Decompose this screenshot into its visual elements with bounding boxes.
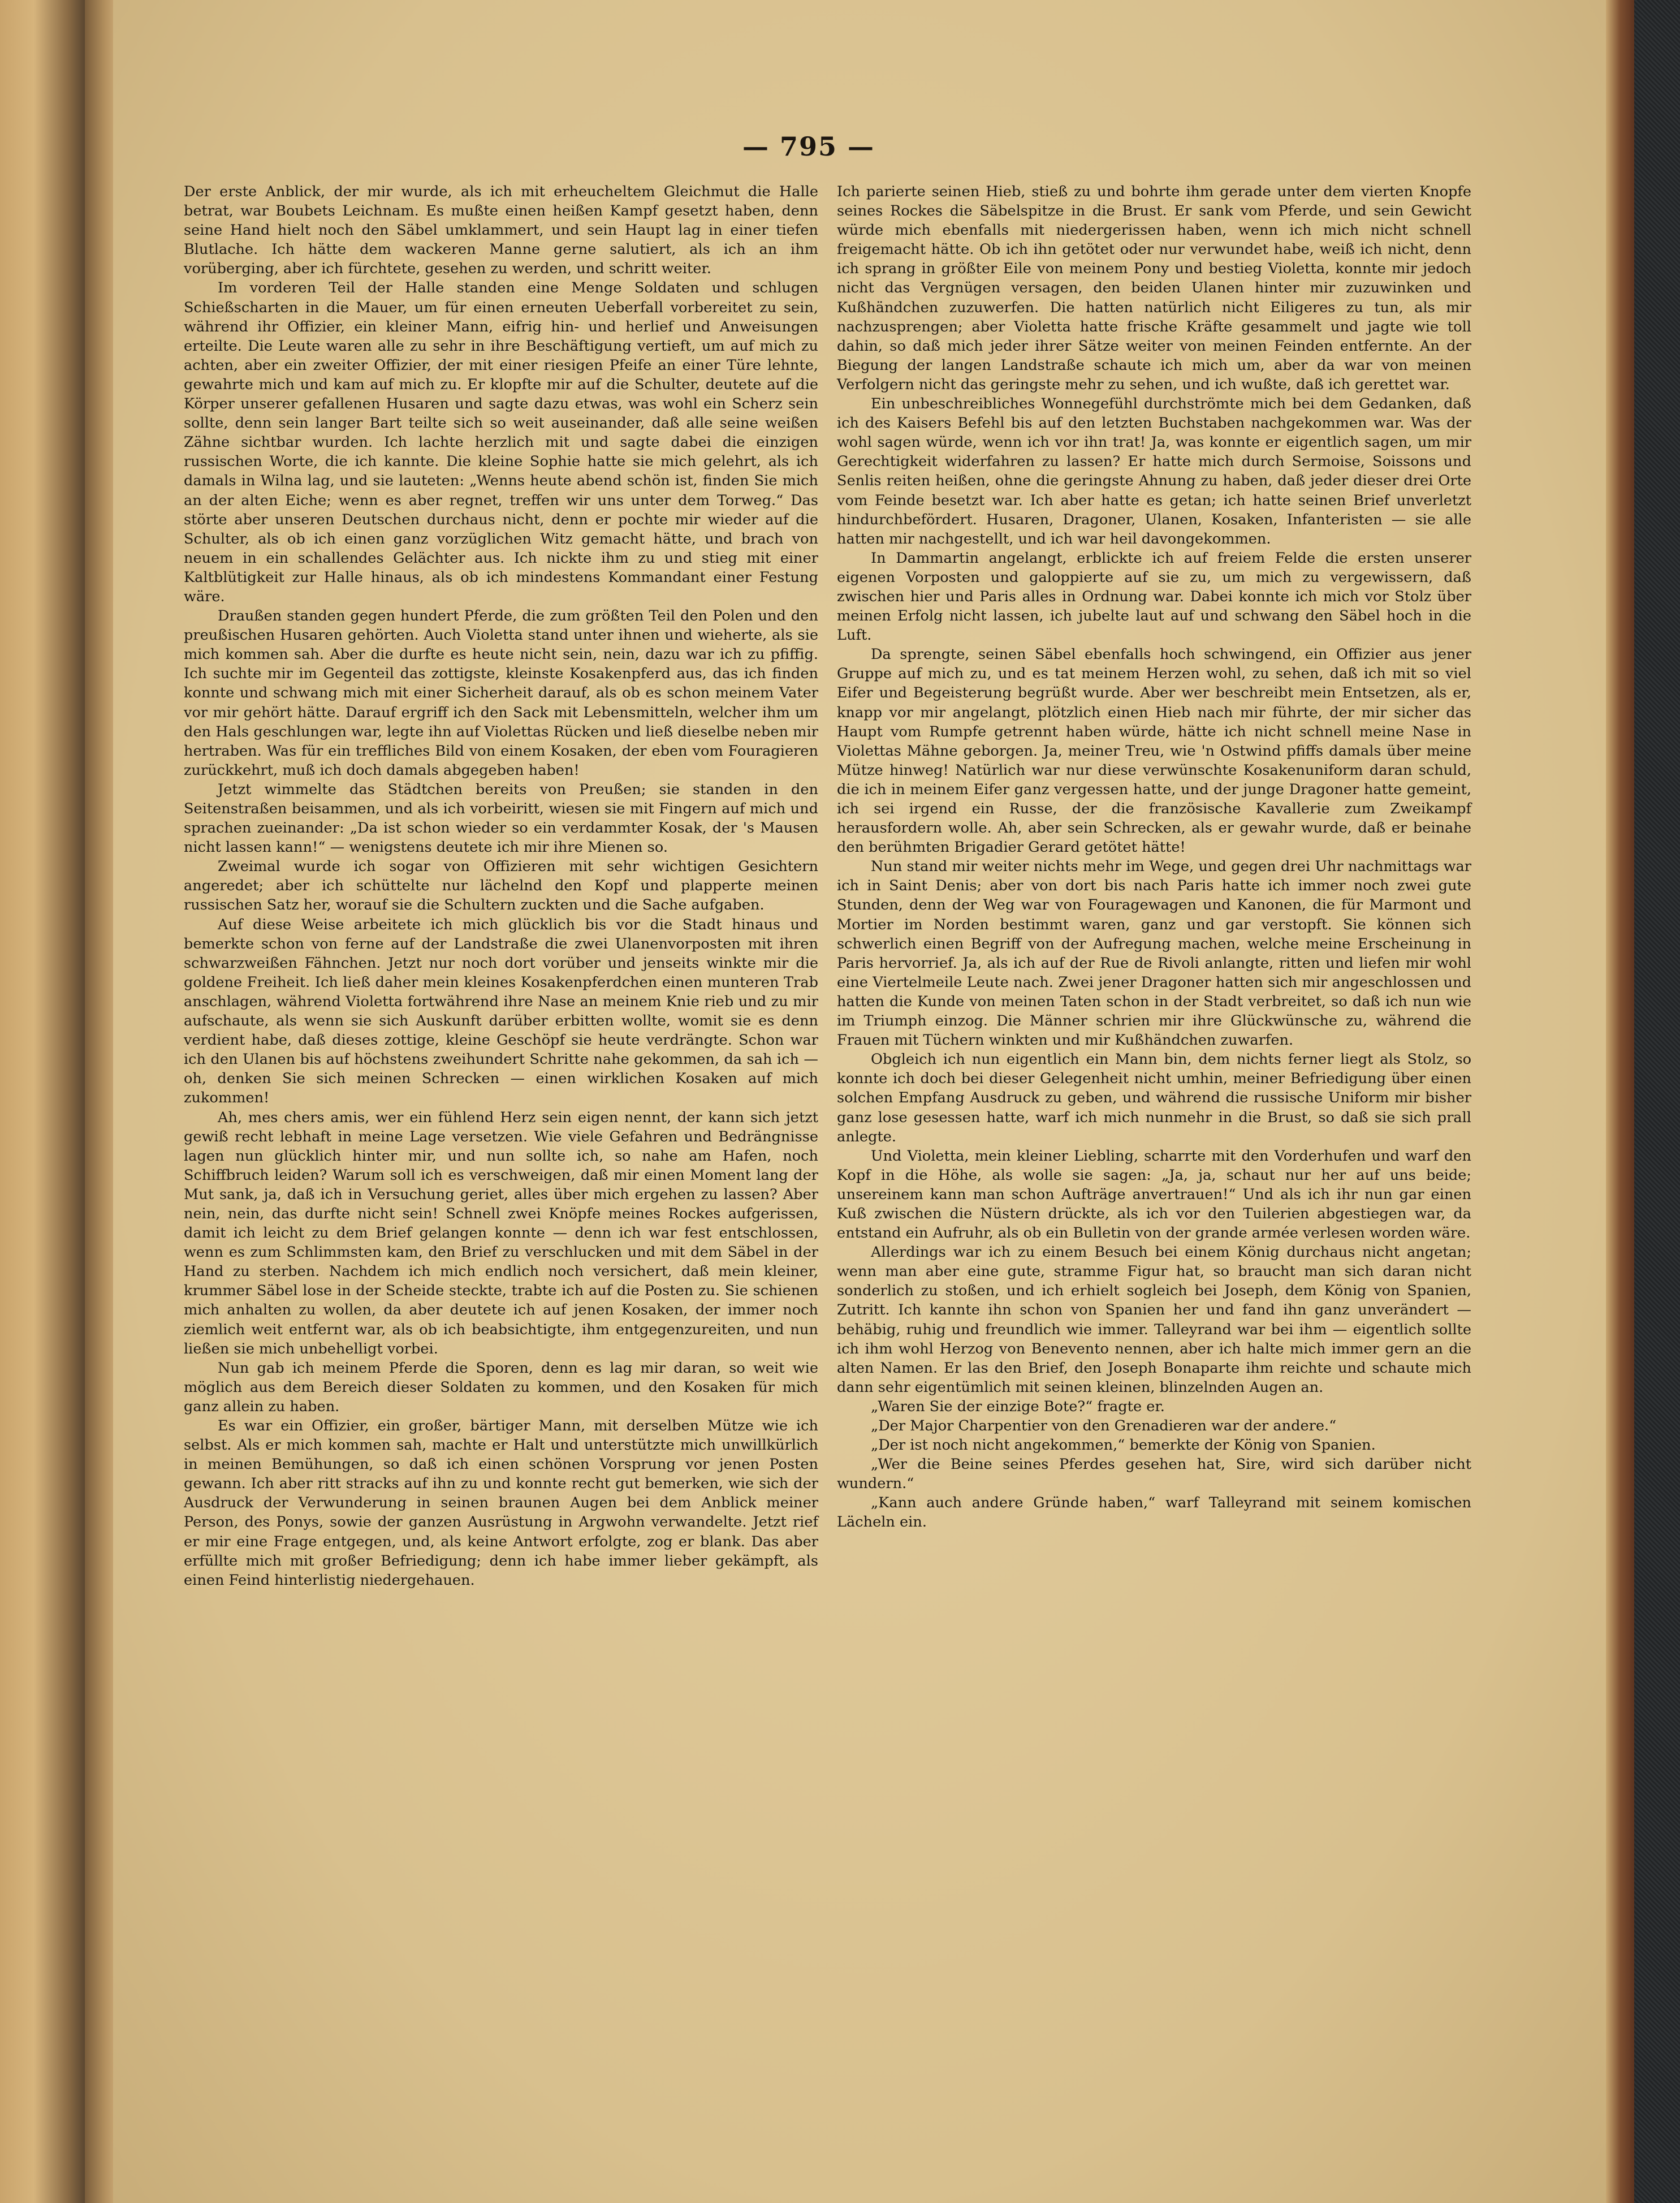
paragraph: Es war ein Offizier, ein großer, bärtiger Mann, mit derselben Mütze wie ich selbst. Als er mich kommen sah, machte er Halt und unterstützte mich unwillkürlich in meinen Bemühungen, so daß ich einen schönen Vorsprung vor jenen Posten gewann. Ich aber ritt stracks auf ihn zu und konnte recht gut bemerken, wie sich der Ausdruck der Verwunderung in seinen braunen Augen bei dem Anblick meiner Person, des Ponys, sowie der ganzen Ausrüstung in Argwohn verwandelte. Jetzt rief er mir eine Frage entgegen, und, als keine Antwort erfolgte, zog er blank. Das aber erfüllte mich mit großer Befriedigung; denn ich habe immer lieber gekämpft, als einen Feind hinterlistig niedergehauen. [184, 1417, 818, 1589]
text-column-right [837, 182, 1471, 1532]
dialogue-line: „Wer die Beine seines Pferdes gesehen hat, Sire, wird sich darüber nicht wundern.“ [837, 1456, 1471, 1493]
paragraph: Nun gab ich meinem Pferde die Sporen, denn es lag mir daran, so weit wie möglich aus dem Bereich dieser Soldaten zu kommen, und den Kosaken für mich ganz allein zu haben. [184, 1359, 818, 1415]
paragraph: Ein unbeschreibliches Wonnegefühl durchströmte mich bei dem Gedanken, daß ich des Kaisers Befehl bis auf den letzten Buchstaben nachgekommen war. Was der wohl sagen würde, wenn ich vor ihn trat! Ja, was konnte er eigentlich sagen, um mir Gerechtigkeit widerfahren zu lassen? Er hatte mich durch Sermoise, Soissons und Senlis reiten heißen, ohne die geringste Ahnung zu haben, daß jeder dieser drei Orte vom Feinde besetzt war. Ich aber hatte es getan; ich hatte seinen Brief unverletzt hindurchbefördert. Husaren, Dragoner, Ulanen, Kosaken, Infanteristen — sie alle hatten mir nachgestellt, und ich war heil davongekommen. [837, 395, 1471, 547]
paragraph: Ich parierte seinen Hieb, stieß zu und bohrte ihm gerade unter dem vierten Knopfe seines Rockes die Säbelspitze in die Brust. Er sank vom Pferde, und sein Gewicht würde mich ebenfalls mit niedergerissen haben, wenn ich mich nicht schnell freigemacht hätte. Ob ich ihn getötet oder nur verwundet habe, weiß ich nicht, denn ich sprang in größter Eile von meinem Pony und bestieg Violetta, konnte mir jedoch nicht das Vergnügen versagen, den beiden Ulanen hinter mir zuzuwinken und Kußhändchen zuzuwerfen. Die hatten natürlich nicht Eiligeres zu tun, als mir nachzusprengen; aber Violetta hatte frische Kräfte gesammelt und jagte wie toll dahin, so daß mich jeder ihrer Sätze weiter von meinen Feinden entfernte. An der Biegung der langen Landstraße schaute ich mich um, aber da war von meinen Verfolgern nicht das geringste mehr zu sehen, und ich wußte, daß ich gerettet war. [837, 183, 1471, 393]
paragraph: Ah, mes chers amis, wer ein fühlend Herz sein eigen nennt, der kann sich jetzt gewiß recht lebhaft in meine Lage versetzen. Wie viele Gefahren und Bedrängnisse lagen nun glücklich hinter mir, und nun sollte ich, so nahe am Hafen, noch Schiffbruch leiden? Warum soll ich es verschweigen, daß mir einen Moment lang der Mut sank, ja, daß ich in Versuchung geriet, alles über mich ergehen zu lassen? Aber nein, nein, das durfte nicht sein! Schnell zwei Knöpfe meines Rockes aufgerissen, damit ich leicht zu dem Brief gelangen konnte — denn ich war fest entschlossen, wenn es zum Schlimmsten kam, den Brief zu verschlucken und mit dem Säbel in der Hand zu sterben. Nachdem ich mich endlich noch versichert, daß mein kleiner, krummer Säbel lose in der Scheide steckte, trabte ich auf die Posten zu. Sie schienen mich anhalten zu wollen, da aber deutete ich auf jenen Kosaken, der immer noch ziemlich weit entfernt war, als ob ich beabsichtigte, ihm entgegenzureiten, und nun ließen sie mich unbehelligt vorbei. [184, 1109, 818, 1357]
dialogue-line: „Der ist noch nicht angekommen,“ bemerkte der König von Spanien. [871, 1437, 1376, 1454]
paragraph: Auf diese Weise arbeitete ich mich glücklich bis vor die Stadt hinaus und bemerkte schon von ferne auf der Landstraße die zwei Ulanenvorposten mit ihren schwarzweißen Fähnchen. Jetzt nur noch dort vorüber und jenseits winkte mir die goldene Freiheit. Ich ließ daher mein kleines Kosakenpferdchen einen munteren Trab anschlagen, während Violetta fortwährend ihre Nase an meinem Knie rieb und zu mir aufschaute, als wenn sie sich Auskunft darüber erbitten wollte, womit sie es denn verdient habe, daß dieses zottige, kleine Geschöpf sie heute verdrängte. Schon war ich den Ulanen bis auf höchstens zweihundert Schritte nahe gekommen, da sah ich — oh, denken Sie sich meinen Schrecken — einen wirklichen Kosaken auf mich zukommen! [184, 916, 818, 1107]
paragraph: Nun stand mir weiter nichts mehr im Wege, und gegen drei Uhr nachmittags war ich in Saint Denis; aber von dort bis nach Paris hatte ich immer noch zwei gute Stunden, denn der Weg war von Fouragewagen und Kanonen, die für Marmont und Mortier im Norden bestimmt waren, ganz und gar verstopft. Sie können sich schwerlich einen Begriff von der Aufregung machen, welche meine Erscheinung in Paris hervorrief. Ja, als ich auf der Rue de Rivoli anlangte, ritten und liefen mir wohl eine Viertelmeile Leute nach. Zwei jener Dragoner hatten sich mir angeschlossen und hatten die Kunde von meinen Taten schon in der Stadt verbreitet, so daß ich nun wie im Triumph einzog. Die Männer schrien mir ihre Glückwünsche zu, während die Frauen mit Tüchern winkten und mir Kußhändchen zuwarfen. [837, 858, 1471, 1049]
previous-page-edge [0, 0, 85, 2203]
text-column-left [184, 182, 818, 1590]
paragraph: Der erste Anblick, der mir wurde, als ich mit erheucheltem Gleichmut die Halle betrat, war Boubets Leichnam. Es mußte einen heißen Kampf gesetzt haben, denn seine Hand hielt noch den Säbel umklammert, und sein Haupt lag in einer tiefen Blutlache. Ich hätte dem wackeren Manne gerne salutiert, als ich an ihm vorüberging, aber ich fürchtete, gesehen zu werden, und schritt weiter. [184, 183, 818, 278]
paragraph: Jetzt wimmelte das Städtchen bereits von Preußen; sie standen in den Seitenstraßen beisammen, und als ich vorbeiritt, wiesen sie mit Fingern auf mich und sprachen zueinander: „Da ist schon wieder so ein verdammter Kosak, der 's Mausen nicht lassen kann!“ — wenigstens deutete ich mir ihre Mienen so. [184, 781, 818, 856]
page-number: — 795 — [742, 131, 875, 162]
paragraph: Obgleich ich nun eigentlich ein Mann bin, dem nichts ferner liegt als Stolz, so konnte ich doch bei dieser Gelegenheit nicht umhin, meiner Befriedigung über einen solchen Empfang Ausdruck zu geben, und während die russische Uniform mir bisher ganz lose gesessen hatte, warf ich mich nunmehr in die Brust, so daß sie sich prall anlegte. [837, 1051, 1471, 1145]
dialogue-line: „Waren Sie der einzige Bote?“ fragte er. [871, 1398, 1165, 1415]
book-cover [1634, 0, 1680, 2203]
dialogue-line: „Kann auch andere Gründe haben,“ warf Talleyrand mit seinem komischen Lächeln ein. [837, 1494, 1471, 1531]
paragraph: In Dammartin angelangt, erblickte ich auf freiem Felde die ersten unserer eigenen Vorposten und galoppierte auf sie zu, um mich zu vergewissern, daß zwischen hier und Paris alles in Ordnung war. Dabei konnte ich mich vor Stolz über meinen Erfolg nicht lassen, ich jubelte laut auf und schwang den Säbel hoch in die Luft. [837, 549, 1471, 644]
paragraph: Zweimal wurde ich sogar von Offizieren mit sehr wichtigen Gesichtern angeredet; aber ich schüttelte nur lächelnd den Kopf und plapperte meinen russischen Satz her, worauf sie die Schultern zuckten und die Sache aufgaben. [184, 858, 818, 914]
dialogue-line: „Der Major Charpentier von den Grenadieren war der andere.“ [871, 1417, 1337, 1434]
paragraph: Und Violetta, mein kleiner Liebling, scharrte mit den Vorderhufen und warf den Kopf in die Höhe, als wolle sie sagen: „Ja, ja, schaut nur her auf uns beide; unsereinem kann man schon Aufträge anvertrauen!“ Und als ich ihr nun gar einen Kuß zwischen die Nüstern drückte, als ich vor den Tuilerien abgestiegen war, da entstand ein Aufruhr, als ob ein Bulletin von der grande armée verlesen worden wäre. [837, 1147, 1471, 1242]
paragraph: Draußen standen gegen hundert Pferde, die zum größten Teil den Polen und den preußischen Husaren gehörten. Auch Violetta stand unter ihnen und wieherte, als sie mich kommen sah. Aber die durfte es heute nicht sein, nein, dazu war ich zu pfiffig. Ich suchte mir im Gegenteil das zottigste, kleinste Kosakenpferd aus, das ich finden konnte und schwang mich mit einer Sicherheit darauf, als ob es schon meinem Vater vor mir gehört hätte. Darauf ergriff ich den Sack mit Lebensmitteln, welcher ihm um den Hals geschlungen war, legte ihn auf Violettas Rücken und ließ dieselbe neben mir hertraben. Was für ein treffliches Bild von einem Kosaken, der eben vom Fouragieren zurückkehrt, muß ich doch damals abgegeben haben! [184, 607, 818, 779]
paragraph: Allerdings war ich zu einem Besuch bei einem König durchaus nicht angetan; wenn man aber eine gute, stramme Figur hat, so braucht man sich daran nicht sonderlich zu stoßen, und ich erhielt sogleich bei Joseph, dem König von Spanien, Zutritt. Ich kannte ihn schon von Spanien her und fand ihn ganz unverändert — behäbig, ruhig und freundlich wie immer. Talleyrand war bei ihm — eigentlich sollte ich ihm wohl Herzog von Benevento nennen, aber ich halte mich immer gern an die alten Namen. Er las den Brief, den Joseph Bonaparte ihm reichte und schaute mich dann sehr eigentümlich mit seinen kleinen, blinzelnden Augen an. [837, 1244, 1471, 1396]
paragraph: Da sprengte, seinen Säbel ebenfalls hoch schwingend, ein Offizier aus jener Gruppe auf mich zu, und es tat meinem Herzen wohl, zu sehen, daß ich mit so viel Eifer und Begeisterung begrüßt wurde. Aber wer beschreibt mein Entsetzen, als er, knapp vor mir angelangt, plötzlich einen Hieb nach mir führte, der mir sicher das Haupt vom Rumpfe getrennt haben würde, hätte ich nicht schnell meine Nase in Violettas Mähne geborgen. Ja, meiner Treu, wie 'n Ostwind pfiffs damals über meine Mütze hinweg! Natürlich war nur diese verwünschte Kosakenuniform daran schuld, die ich in meinem Eifer ganz vergessen hatte, und der junge Dragoner hatte gemeint, ich sei irgend ein Russe, der die französische Kavallerie zum Zweikampf herausfordern wolle. Ah, aber sein Schrecken, als er gewahr wurde, daß er beinahe den berühmten Brigadier Gerard getötet hätte! [837, 646, 1471, 856]
page-edge-stack [1606, 0, 1634, 2203]
paragraph: Im vorderen Teil der Halle standen eine Menge Soldaten und schlugen Schießscharten in die Mauer, um für einen erneuten Ueberfall vorbereitet zu sein, während ihr Offizier, ein kleiner Mann, eifrig hin- und herlief und Anweisungen erteilte. Die Leute waren alle zu sehr in ihre Beschäftigung vertieft, um auf mich zu achten, aber ein zweiter Offizier, der mit einer riesigen Pfeife an einer Türe lehnte, gewahrte mich und kam auf mich zu. Er klopfte mir auf die Schulter, deutete auf die Körper unserer gefallenen Husaren und sagte dazu etwas, was wohl ein Scherz sein sollte, denn sein langer Bart teilte sich so weit auseinander, daß alle seine weißen Zähne sichtbar wurden. Ich lachte herzlich mit und sagte dabei die einzigen russischen Worte, die ich kannte. Die kleine Sophie hatte sie mich gelehrt, als ich damals in Wilna lag, und sie lauteten: „Wenns heute abend schön ist, finden Sie mich an der alten Eiche; wenn es aber regnet, treffen wir uns unter dem Torweg.“ Das störte aber unseren Deutschen durchaus nicht, denn er pochte mir wieder auf die Schulter, als ob ich einen ganz vorzüglichen Witz gemacht hätte, und brach von neuem in ein schallendes Gelächter aus. Ich nickte ihm zu und stieg mit einer Kaltblütigkeit zur Halle hinaus, als ob ich mindestens Kommandant einer Festung wäre. [184, 279, 818, 605]
